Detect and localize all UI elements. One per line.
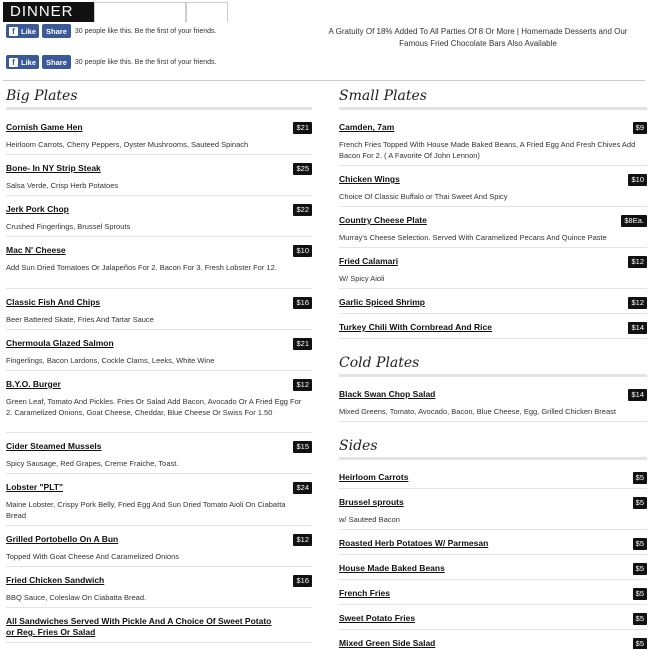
small-plates-list: [339, 114, 647, 339]
menu-item-name-link[interactable]: Chicken Wings: [339, 174, 400, 184]
facebook-like-count: 30 people like this. Be the first of your friends.: [74, 58, 217, 66]
menu-item-name-link[interactable]: Classic Fish And Chips: [6, 297, 101, 307]
menu-item-description: Choice Of Classic Buffalo or Thai Sweet And Spicy: [339, 192, 508, 201]
menu-item-name-link[interactable]: Camden, 7am: [339, 122, 395, 132]
menu-item-name-link[interactable]: Country Cheese Plate: [339, 215, 427, 225]
price-badge: $8Ea.: [621, 215, 647, 227]
menu-item: [339, 381, 647, 422]
menu-item-description: French Fries Topped With House Made Baked Beans, A Fried Egg And Fresh Chives Add Bacon For 2. ( A Favorite Of John Lennon): [339, 140, 636, 160]
price-badge: $5: [633, 497, 647, 509]
price-badge: $5: [633, 472, 647, 484]
price-badge: $14: [628, 322, 647, 334]
tab-blank-1[interactable]: [94, 2, 186, 22]
section-title-cold-plates: Cold Plates: [339, 353, 647, 377]
section-title-big-plates: Big Plates: [6, 86, 312, 110]
menu-item-description: w/ Sauteed Bacon: [339, 515, 400, 524]
menu-item: [339, 555, 647, 580]
facebook-share-button[interactable]: Share: [42, 24, 71, 38]
price-badge: $14: [628, 389, 647, 401]
menu-item-description: Heirloom Carrots, Cherry Peppers, Oyster Mushrooms, Sauteed Spinach: [6, 140, 249, 149]
menu-item: [339, 166, 647, 207]
menu-item: [6, 196, 312, 237]
facebook-like-bar-2: [6, 55, 217, 69]
menu-item-description: Spicy Sausage, Red Grapes, Creme Fraiche, Toast.: [6, 459, 179, 468]
price-badge: $5: [633, 613, 647, 625]
menu-tabs: [0, 0, 650, 22]
price-badge: $25: [293, 163, 312, 175]
price-badge: $12: [628, 256, 647, 268]
facebook-like-bar-1: [6, 24, 217, 38]
menu-item: [339, 314, 647, 339]
menu-item: [6, 526, 312, 567]
menu-item-description: Maine Lobster, Crispy Pork Belly, Fried Egg And Sun Dried Tomato Aioli On Ciabatta Bread: [6, 500, 286, 520]
menu-item: [6, 155, 312, 196]
menu-item-name-link[interactable]: House Made Baked Beans: [339, 563, 445, 573]
price-badge: $12: [293, 379, 312, 391]
facebook-like-count: 30 people like this. Be the first of your friends.: [74, 27, 217, 35]
menu-item-name-link[interactable]: Fried Chicken Sandwich: [6, 575, 105, 585]
menu-item-name-link[interactable]: Cornish Game Hen: [6, 122, 83, 132]
menu-item: [6, 330, 312, 371]
price-badge: $5: [633, 588, 647, 600]
menu-item: [6, 474, 312, 526]
menu-item-name-link[interactable]: Cider Steamed Mussels: [6, 441, 102, 451]
price-badge: $12: [293, 534, 312, 546]
menu-item-name-link[interactable]: Mixed Green Side Salad: [339, 638, 436, 648]
big-plates-list: [6, 114, 312, 643]
menu-item-description: Crushed Fingerlings, Brussel Sprouts: [6, 222, 131, 231]
menu-item-name-link[interactable]: Black Swan Chop Salad: [339, 389, 436, 399]
menu-item-name-link[interactable]: Brussel sprouts: [339, 497, 404, 507]
facebook-icon: f: [9, 27, 18, 36]
menu-item-name-link[interactable]: Garlic Spiced Shrimp: [339, 297, 425, 307]
menu-item-name-link[interactable]: French Fries: [339, 588, 391, 598]
price-badge: $10: [628, 174, 647, 186]
price-badge: $10: [293, 245, 312, 257]
menu-item-name-link[interactable]: Mac N' Cheese: [6, 245, 66, 255]
gratuity-notice: A Gratuity Of 18% Added To All Parties Of 8 Or More | Homemade Desserts and Our Famous Fried Chocolate Bars Also Available: [328, 27, 628, 48]
menu-item: [6, 608, 312, 643]
menu-item-name-link[interactable]: Heirloom Carrots: [339, 472, 409, 482]
menu-item: [6, 371, 312, 433]
menu-item: [339, 580, 647, 605]
menu-item-name-link[interactable]: Roasted Herb Potatoes W/ Parmesan: [339, 538, 489, 548]
menu-item: [6, 289, 312, 330]
menu-item-name-link[interactable]: Grilled Portobello On A Bun: [6, 534, 119, 544]
tab-blank-2[interactable]: [186, 2, 228, 22]
menu-item-name-link[interactable]: Fried Calamari: [339, 256, 399, 266]
price-badge: $5: [633, 538, 647, 550]
right-column: [339, 86, 647, 649]
menu-item-name-link[interactable]: Chermoula Glazed Salmon: [6, 338, 114, 348]
menu-item: [339, 464, 647, 489]
menu-item: [339, 207, 647, 248]
menu-item-description: Add Sun Dried Tomatoes Or Jalapeños For 2. Bacon For 3. Fresh Lobster For 12.: [6, 263, 277, 272]
menu-item-description: Murray's Cheese Selection. Served With Caramelized Pecans And Quince Paste: [339, 233, 607, 242]
facebook-share-button[interactable]: Share: [42, 55, 71, 69]
menu-item-name-link[interactable]: Jerk Pork Chop: [6, 204, 69, 214]
menu-item: [339, 605, 647, 630]
price-badge: $16: [293, 575, 312, 587]
menu-item: [339, 530, 647, 555]
menu-item: [339, 630, 647, 649]
price-badge: $15: [293, 441, 312, 453]
menu-item-description: Salsa Verde, Crisp Herb Potatoes: [6, 181, 119, 190]
menu-item-name-link[interactable]: Bone- In NY Strip Steak: [6, 163, 101, 173]
menu-item-name-link[interactable]: B.Y.O. Burger: [6, 379, 61, 389]
menu-item: [6, 433, 312, 474]
price-badge: $21: [293, 122, 312, 134]
facebook-like-button[interactable]: f Like: [6, 55, 39, 69]
menu-item-description: Topped With Goat Cheese And Caramelized Onions: [6, 552, 180, 561]
menu-item-name-link[interactable]: Lobster "PLT": [6, 482, 64, 492]
divider: [3, 80, 645, 81]
price-badge: $12: [628, 297, 647, 309]
menu-item: [6, 237, 312, 289]
menu-item: [6, 114, 312, 155]
menu-item-name-link[interactable]: Sweet Potato Fries: [339, 613, 416, 623]
price-badge: $21: [293, 338, 312, 350]
price-badge: $5: [633, 563, 647, 575]
facebook-icon: f: [9, 58, 18, 67]
menu-item: [339, 489, 647, 530]
menu-item-name-link[interactable]: Turkey Chili With Cornbread And Rice: [339, 322, 492, 332]
sides-list: [339, 464, 647, 649]
price-badge: $22: [293, 204, 312, 216]
menu-item-description: W/ Spicy Aioli: [339, 274, 385, 283]
price-badge: $16: [293, 297, 312, 309]
menu-item: [6, 567, 312, 608]
cold-plates-list: [339, 381, 647, 422]
section-title-sides: Sides: [339, 436, 647, 460]
menu-item: [339, 289, 647, 314]
menu-item-name-link[interactable]: All Sandwiches Served With Pickle And A Choice Of Sweet Potato or Reg. Fries Or Salad: [6, 616, 272, 637]
price-badge: $9: [633, 122, 647, 134]
menu-item: [339, 114, 647, 166]
menu-item: [339, 248, 647, 289]
section-title-small-plates: Small Plates: [339, 86, 647, 110]
menu-item-description: Fingerlings, Bacon Lardons, Cockle Clams, Leeks, White Wine: [6, 356, 215, 365]
left-column: [6, 86, 312, 643]
menu-item-description: Green Leaf, Tomato And Pickles. Fries Or Salad Add Bacon, Avocado Or A Fried Egg For 2. Caramelized Onions, Goat Cheese, Cheddar, Blue Cheese Or Swiss For 1.50: [6, 397, 302, 417]
price-badge: $5: [633, 638, 647, 649]
menu-item-description: Mixed Greens, Tomato, Avocado, Bacon, Blue Cheese, Egg, Grilled Chicken Breast: [339, 407, 616, 416]
facebook-like-button[interactable]: f Like: [6, 24, 39, 38]
menu-item-description: BBQ Sauce, Coleslaw On Ciabatta Bread.: [6, 593, 147, 602]
tab-dinner[interactable]: DINNER: [3, 2, 94, 22]
menu-item-description: Beer Battered Skate, Fries And Tartar Sauce: [6, 315, 154, 324]
price-badge: $24: [293, 482, 312, 494]
